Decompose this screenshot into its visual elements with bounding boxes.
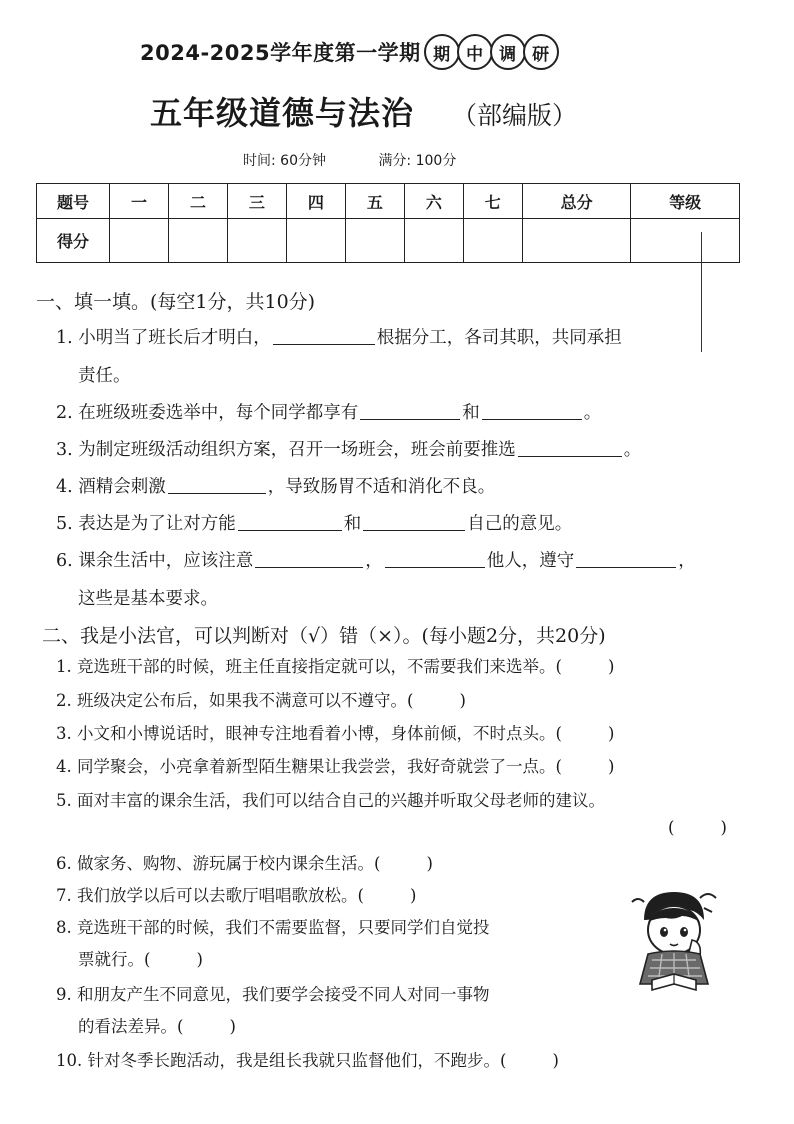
year-term: 2024-2025学年度第一学期 [140,41,421,65]
table-cell: 等级 [631,184,740,219]
question-text: 1. 小明当了班长后才明白， [56,328,271,348]
judge-question-8 [56,914,490,938]
question-text: 7. 我们放学以后可以去歌厅唱唱歌放松。( [56,886,364,905]
score-entry[interactable] [110,219,169,263]
table-cell: 七 [463,184,522,219]
judge-question-5-answer[interactable] [668,818,727,837]
answer-blank[interactable] [273,327,375,346]
score-entry[interactable] [227,219,286,263]
paren-close: ) [409,886,417,905]
table-cell: 一 [110,184,169,219]
answer-blank[interactable] [363,513,465,532]
judge-question-9 [56,981,490,1005]
divider-line [701,232,702,352]
answer-blank[interactable] [360,402,460,421]
question-text: 4. 酒精会刺激 [56,477,166,497]
score-table-header-row [37,184,740,219]
question-text: 1. 竞选班干部的时候，班主任直接指定就可以，不需要我们来选举。( [56,657,562,676]
question-text: 5. 表达是为了让对方能 [56,514,236,534]
question-text: 6. 做家务、购物、游玩属于校内课余生活。( [56,854,381,873]
judge-question-10 [56,1047,559,1071]
judge-question-4 [56,753,614,777]
badge-char: 期 [424,34,460,70]
exam-title [150,88,577,134]
badge-char: 调 [490,34,526,70]
answer-blank[interactable] [238,513,342,532]
question-text: 5. 面对丰富的课余生活，我们可以结合自己的兴趣并听取父母老师的建议。 [56,791,605,810]
fill-question-1 [56,324,622,349]
paren-close: ) [720,818,727,837]
paren-open: ( [668,818,675,837]
question-text: 9. 和朋友产生不同意见，我们要学会接受不同人对同一事物 [56,985,490,1004]
question-text: 他人，遵守 [486,551,575,571]
fill-question-6 [56,547,696,572]
edition-label: （部编版） [452,101,578,130]
table-cell: 三 [227,184,286,219]
question-text: 这些是基本要求。 [78,589,218,609]
question-text: 2. 班级决定公布后，如果我不满意可以不遵守。( [56,691,414,710]
paren-close: ) [607,757,615,776]
score-table [36,183,740,263]
badge-char: 中 [457,34,493,70]
question-text: 和 [343,514,362,534]
table-cell: 五 [345,184,404,219]
judge-question-1 [56,653,614,677]
table-cell: 题号 [37,184,110,219]
thinking-boy-illustration [622,880,722,992]
fill-question-4 [56,473,495,498]
answer-blank[interactable] [482,402,582,421]
answer-blank[interactable] [518,439,622,458]
fill-question-5 [56,510,572,535]
score-table-score-row [37,219,740,263]
answer-blank[interactable] [168,476,266,495]
paren-close: ) [607,657,615,676]
judge-question-6 [56,850,433,874]
question-text: 根据分工，各司其职，共同承担 [376,328,622,348]
subject-title: 五年级道德与法治 [150,94,415,132]
time-limit: 时间: 60分钟 [243,153,326,169]
section2-heading: 二、我是小法官，可以判断对（√）错（×）。(每小题2分，共20分) [42,625,606,647]
question-text: 6. 课余生活中，应该注意 [56,551,254,571]
table-cell: 得分 [37,219,110,263]
paren-close: ) [426,854,433,873]
question-text: 票就行。( [78,950,151,969]
score-entry[interactable] [168,219,227,263]
paren-close: ) [552,1051,559,1070]
question-text: ， [678,551,696,571]
judge-question-5 [56,787,605,811]
score-entry[interactable] [404,219,463,263]
answer-blank[interactable] [255,550,363,569]
paren-close: ) [607,724,615,743]
exam-meta [243,150,504,170]
question-text: ，导致肠胃不适和消化不良。 [267,477,496,497]
table-cell: 四 [286,184,345,219]
table-cell: 六 [404,184,463,219]
question-text: 2. 在班级班委选举中，每个同学都享有 [56,403,359,423]
answer-blank[interactable] [385,550,485,569]
question-text: 3. 为制定班级活动组织方案，召开一场班会，班会前要推选 [56,440,516,460]
exam-type-badges [427,34,559,70]
paren-close: ) [196,950,203,969]
table-cell: 二 [168,184,227,219]
judge-question-3 [56,720,614,744]
question-text: 的看法差异。( [78,1017,184,1036]
question-text: 。 [583,403,602,423]
badge-char: 研 [523,34,559,70]
question-text: 3. 小文和小博说话时，眼神专注地看着小博，身体前倾，不时点头。( [56,724,562,743]
score-entry[interactable] [345,219,404,263]
question-text: 10. 针对冬季长跑活动，我是组长我就只监督他们，不跑步。( [56,1051,507,1070]
question-text: 8. 竞选班干部的时候，我们不需要监督，只要同学们自觉投 [56,918,490,937]
answer-blank[interactable] [576,550,676,569]
question-text: 责任。 [78,366,131,386]
fill-question-3 [56,436,641,461]
table-cell: 总分 [522,184,631,219]
judge-question-9-cont [78,1013,236,1037]
score-entry[interactable] [463,219,522,263]
score-entry[interactable] [631,219,740,263]
question-text: 和 [462,403,480,423]
score-entry[interactable] [286,219,345,263]
paren-close: ) [229,1017,236,1036]
question-text: 自己的意见。 [467,514,573,534]
question-text: 。 [623,440,642,460]
header-line [140,34,559,70]
judge-question-2 [56,687,466,711]
question-text: 4. 同学聚会，小亮拿着新型陌生糖果让我尝尝，我好奇就尝了一点。( [56,757,562,776]
section1-heading: 一、填一填。(每空1分，共10分) [36,291,316,313]
full-score: 满分: 100分 [378,153,457,169]
score-entry[interactable] [522,219,631,263]
question-text: ， [365,551,383,571]
paren-close: ) [459,691,466,710]
fill-question-2 [56,399,601,424]
judge-question-8-cont [78,946,203,970]
judge-question-7 [56,882,416,906]
